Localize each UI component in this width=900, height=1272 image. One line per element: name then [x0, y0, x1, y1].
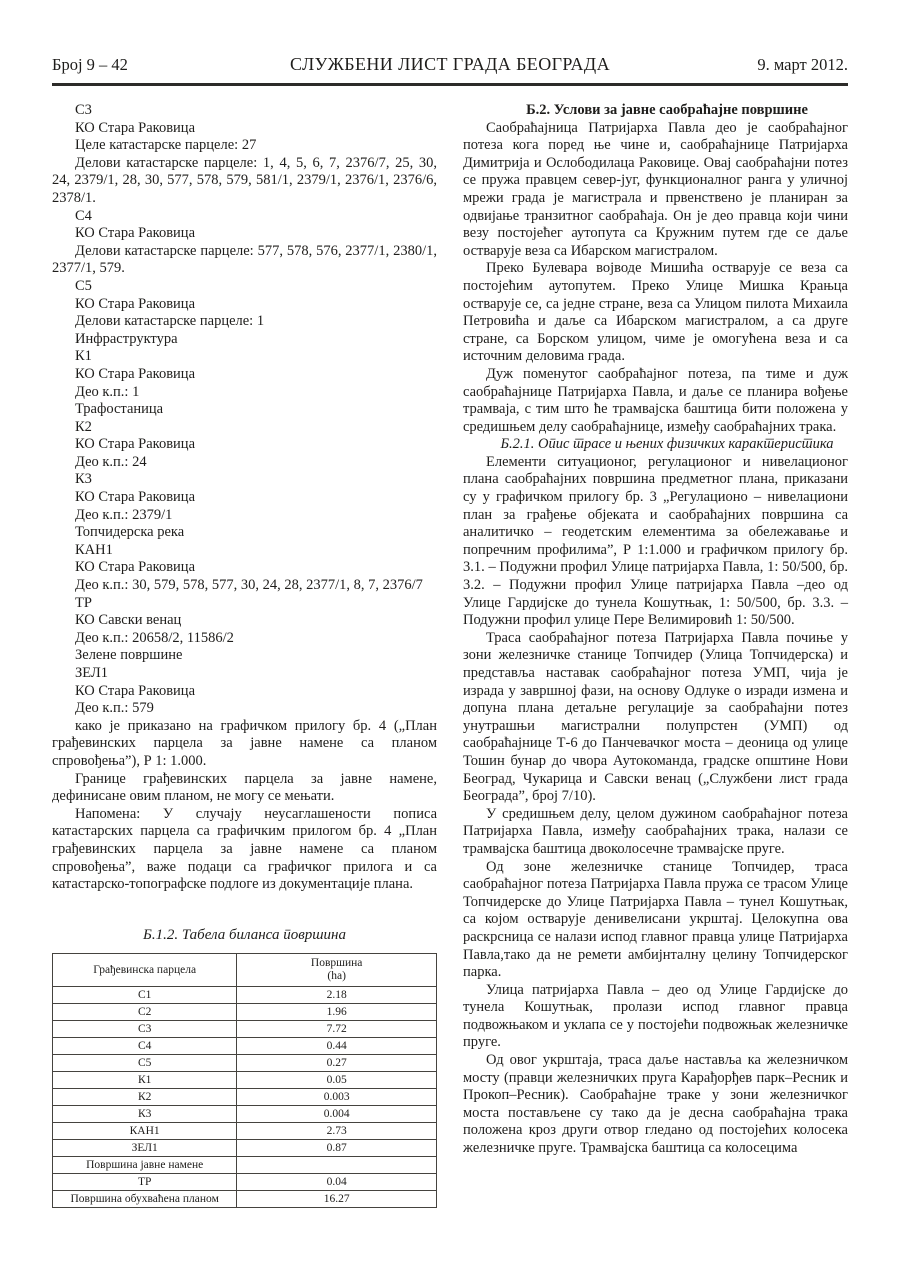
paragraph: Инфраструктура	[75, 330, 178, 347]
paragraph: КО Савски венац	[75, 612, 182, 629]
table-cell-parcel: КАН1	[53, 1123, 237, 1140]
paragraph: Напомена: У случају неусаглашености пописа катастарских парцела са графичким прилогом бр. 4 „План грађевинских парцела за јавне намене са планом спровођења”, важе подаци са графичког прилога и са катастарско-топографске подлоге из документације плана.	[52, 805, 437, 893]
paragraph: Део к.п.: 579	[75, 700, 154, 717]
paragraph: КО Стара Раковица	[75, 295, 196, 312]
paragraph: КО Стара Раковица	[75, 682, 196, 699]
table-cell-parcel: ЗЕЛ1	[53, 1140, 237, 1157]
table-cell-area: 0.44	[237, 1038, 437, 1055]
parcel-list	[52, 102, 437, 894]
paragraph: Делови катастарске парцеле: 1	[75, 313, 265, 330]
table-row	[53, 1123, 437, 1140]
table-header-area	[237, 954, 437, 987]
table-cell-parcel: Површина обухваћена планом	[53, 1191, 237, 1208]
table-cell-area	[237, 1157, 437, 1174]
table-row	[53, 1140, 437, 1157]
paragraph: Траса саобраћајног потеза Патријарха Павла почиње у зони железничке станице Топчидер (Улица Топчидерска) и представља наставак саобраћајног потеза УМП, чија је израда у завршној фази, на основу Одлуке о изради измена и допуна плана детаљне регулације за саобраћајни потез унутрашњи магистрални полупрстен (УМП) од саобраћајнице Т-6 до Панчевачког моста – деоница од улице Тошин бунар до чвора Аутокоманда, градске општине Нови Београд, Чукарица и Савски венац („Службени лист града Београда”, број 7/10).	[463, 629, 848, 805]
paragraph: Од овог укрштаја, траса даље наставља ка железничком мосту (правци железничких пруга Карађорђев парк–Ресник и Прокоп–Ресник). Саобраћајне траке у зони железничког моста постављене су тако да је десна саобраћајна трака положена кроз други отвор гледано од постојећих колосека железничке пруге. Трамвајска баштица са колосецима	[463, 1052, 848, 1157]
paragraph: Део к.п.: 20658/2, 11586/2	[75, 629, 234, 646]
paragraph: С5	[75, 277, 92, 294]
paragraph: Границе грађевинских парцела за јавне намене, дефинисане овим планом, не могу се мењати.	[52, 770, 437, 805]
paragraph: Зелене површине	[75, 647, 183, 664]
paragraph: Део к.п.: 2379/1	[75, 506, 173, 523]
table-header-area-unit: (ha)	[327, 970, 346, 983]
header-date: 9. март 2012.	[757, 55, 848, 74]
table-row	[53, 1055, 437, 1072]
paragraph: Целе катастарске парцеле: 27	[75, 137, 257, 154]
header-gazette-title: СЛУЖБЕНИ ЛИСТ ГРАДА БЕОГРАДА	[290, 54, 610, 74]
table-cell-parcel: С2	[53, 1004, 237, 1021]
paragraph: К3	[75, 471, 92, 488]
table-header-parcel: Грађевинска парцела	[53, 954, 237, 987]
paragraph: Делови катастарске парцеле: 1, 4, 5, 6, 7, 2376/7, 25, 30, 24, 2379/1, 28, 30, 577, 578, 579, 581/1, 2379/1, 2376/1, 2376/6, 2378/1.	[52, 154, 437, 206]
paragraph: КО Стара Раковица	[75, 436, 196, 453]
table-header-area-label: Површина	[310, 957, 363, 970]
table-row	[53, 1174, 437, 1191]
table-row	[53, 1021, 437, 1038]
paragraph: КО Стара Раковица	[75, 225, 196, 242]
left-column	[52, 102, 437, 1208]
paragraph: С3	[75, 102, 92, 118]
paragraph: Од зоне железничке станице Топчидер, траса саобраћајног потеза Патријарха Павла пружа се трасом Улице Топчидерске до Улице Патријарха Павла – тунел Кошутњак, са којом остварује денивелисани укрштај. Целокупна ова раскрсница се налази испод главног правца улице Патријарха Павла,тако да не ремети амбијнталну целину Топчидерског парка.	[463, 858, 848, 981]
paragraph: КО Стара Раковица	[75, 119, 196, 136]
table-row	[53, 1072, 437, 1089]
paragraph: У средишњем делу, целом дужином саобраћајног потеза Патријарха Павла, између саобраћајних трака, налази се трамвајска баштица двоколосечне трамвајске пруге.	[463, 805, 848, 857]
table-cell-area: 1.96	[237, 1004, 437, 1021]
table-cell-area: 0.003	[237, 1089, 437, 1106]
section-heading: Б.2. Услови за јавне саобраћајне површине	[526, 102, 808, 118]
table-cell-parcel: К3	[53, 1106, 237, 1123]
table-cell-area: 0.04	[237, 1174, 437, 1191]
paragraph: Улица патријарха Павла – део од Улице Гардијске до тунела Кошутњак, пролази испод главног правца подвожњаком и уклапа се у постојећи подвожњак железничке пруге.	[463, 981, 848, 1051]
paragraph: Део к.п.: 24	[75, 453, 147, 470]
table-row	[53, 1038, 437, 1055]
table-cell-area: 7.72	[237, 1021, 437, 1038]
table-row	[53, 1089, 437, 1106]
table-header-row	[53, 954, 437, 987]
paragraph: Топчидерска река	[75, 524, 185, 541]
table-cell-parcel: Површина јавне намене	[53, 1157, 237, 1174]
table-cell-parcel: К2	[53, 1089, 237, 1106]
section-paragraphs-a	[463, 120, 848, 437]
table-cell-parcel: ТР	[53, 1174, 237, 1191]
balance-table	[52, 953, 437, 1208]
table-cell-area: 16.27	[237, 1191, 437, 1208]
table-cell-parcel: К1	[53, 1072, 237, 1089]
paragraph: КО Стара Раковица	[75, 365, 196, 382]
two-column-layout	[52, 102, 848, 1208]
table-cell-area: 0.004	[237, 1106, 437, 1123]
header-issue-number: Број 9 – 42	[52, 55, 128, 74]
table-cell-area: 2.73	[237, 1123, 437, 1140]
table-row	[53, 987, 437, 1004]
table-body	[53, 987, 437, 1208]
paragraph: Саобраћајница Патријарха Павла део је саобраћајног потеза кога поред ње чине и, саобраћајнице Патријарха Димитрија и Ослободилаца Раковице. Овај саобраћајни потез се пружа правцем север-југ, функционалног ранга у уличној мрежи града је магистрала и првенствено је планиран за одвијање транзитног саобраћаја. Он је део правца који чини везу постојећег аутопута са Кружним путем где се даље остварује веза са Ибарском магистралом.	[463, 119, 848, 259]
table-row	[53, 1191, 437, 1208]
table-cell-parcel: С5	[53, 1055, 237, 1072]
masthead	[52, 54, 848, 86]
table-cell-area: 0.27	[237, 1055, 437, 1072]
table-cell-parcel: С4	[53, 1038, 237, 1055]
paragraph: КО Стара Раковица	[75, 489, 196, 506]
table-cell-parcel: С1	[53, 987, 237, 1004]
paragraph: С4	[75, 207, 92, 224]
paragraph: ЗЕЛ1	[75, 665, 109, 681]
table-row	[53, 1157, 437, 1174]
table-cell-area: 0.87	[237, 1140, 437, 1157]
table-cell-area: 0.05	[237, 1072, 437, 1089]
paragraph: како је приказано на графичком прилогу бр. 4 („План грађевинских парцела за јавне намене са планом спровођења”), Р 1: 1.000.	[52, 717, 437, 769]
paragraph: К2	[75, 418, 92, 435]
paragraph: Елементи ситуационог, регулационог и нивелационог плана саобраћајних површина предметног плана, приказани су у графичком прилогу бр. 3 „Регулационо – нивелациони план за грађење објеката и саобраћајних површина са аналитичко – геодетским елементима за обележавање и попречним профилима”, Р 1:1.000 и графичком прилогу бр. 3.1. – Подужни профил Улице патријарха Павла, 1: 50/500, бр. 3.2. – Подужни профил Улице патријарха Павла –део од Улице Гардијске до тунела Кошутњак, 1: 50/500, бр. 3.3. – Подужни профил улице Пере Велимировић 1: 50/500.	[463, 453, 848, 629]
right-column	[463, 102, 848, 1208]
paragraph: Дуж поменутог саобраћајног потеза, па тиме и дуж саобраћајнице Патријарха Павла, и даље се планира вођење трамваја, с тим што ће трамвајска баштица бити положена у средишњем делу саобраћајнице, између саобраћајних трака.	[463, 365, 848, 435]
paragraph: Део к.п.: 30, 579, 578, 577, 30, 24, 28, 2377/1, 8, 7, 2376/7	[75, 577, 423, 594]
table-cell-parcel: С3	[53, 1021, 237, 1038]
paragraph: Део к.п.: 1	[75, 383, 140, 400]
table-row	[53, 1004, 437, 1021]
table-cell-area: 2.18	[237, 987, 437, 1004]
paragraph: К1	[75, 348, 92, 365]
paragraph: КО Стара Раковица	[75, 559, 196, 576]
paragraph: КАН1	[75, 541, 113, 558]
table-row	[53, 1106, 437, 1123]
paragraph: Преко Булевара војводе Мишића остварује се веза са постојећим аутопутем. Преко Улице Мишка Крањца остварује се, са једне стране, веза са Улицом пилота Михаила Петровића и даље са Ибарском магистралом, а са друге стране, са Борском улицом, чиме је омогућена веза и са источним деловима града.	[463, 260, 848, 365]
paragraph: Трафостаница	[75, 401, 164, 418]
paragraph: Делови катастарске парцеле: 577, 578, 576, 2377/1, 2380/1, 2377/1, 579.	[52, 242, 437, 277]
section-paragraphs-b	[463, 454, 848, 1158]
table-title: Б.1.2. Табела биланса површина	[143, 926, 346, 943]
section-subheading: Б.2.1. Опис трасе и њених физичких карактеристика	[500, 436, 834, 453]
paragraph: ТР	[75, 594, 92, 611]
